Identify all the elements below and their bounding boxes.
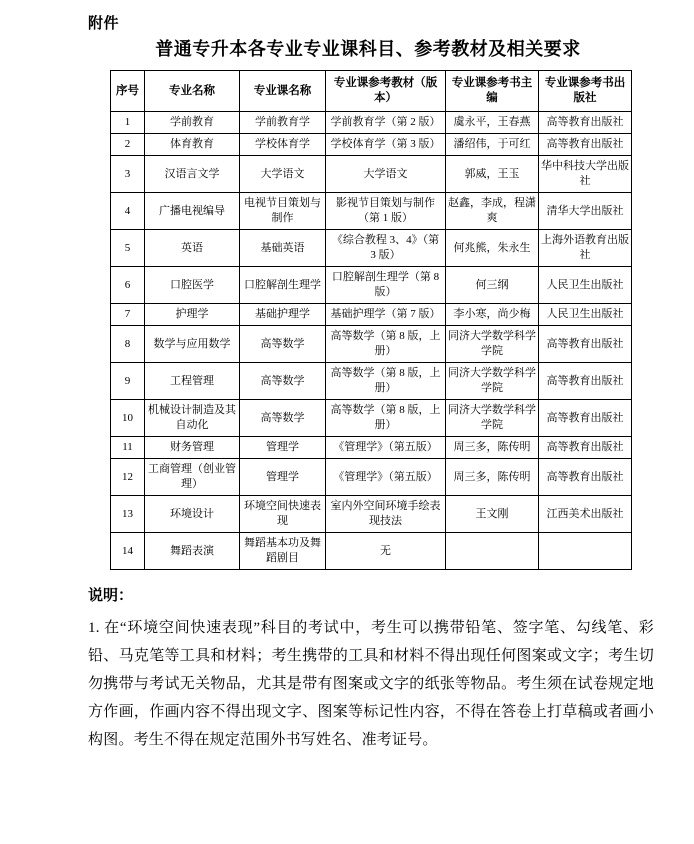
cell-index: 7 xyxy=(111,304,145,326)
page-title: 普通专升本各专业专业课科目、参考教材及相关要求 xyxy=(155,39,581,59)
cell-textbook: 口腔解剖生理学（第 8 版） xyxy=(326,267,446,304)
notes-title: 说明： xyxy=(88,588,134,604)
cell-major: 工商管理（创业管理） xyxy=(145,459,240,496)
cell-editor: 同济大学数学科学学院 xyxy=(446,363,539,400)
table-row xyxy=(111,267,632,304)
cell-index: 3 xyxy=(111,156,145,193)
cell-course: 基础英语 xyxy=(240,230,326,267)
table-row xyxy=(111,326,632,363)
cell-course: 舞蹈基本功及舞蹈剧目 xyxy=(240,533,326,570)
cell-major: 英语 xyxy=(145,230,240,267)
cell-editor: 同济大学数学科学学院 xyxy=(446,400,539,437)
cell-publisher xyxy=(539,533,632,570)
cell-publisher: 清华大学出版社 xyxy=(539,193,632,230)
cell-textbook: 《管理学》（第五版） xyxy=(326,437,446,459)
column-header-textbook: 专业课参考教材（版本） xyxy=(326,71,446,112)
cell-index: 4 xyxy=(111,193,145,230)
cell-index: 13 xyxy=(111,496,145,533)
cell-course: 大学语文 xyxy=(240,156,326,193)
table-row xyxy=(111,363,632,400)
cell-publisher: 高等教育出版社 xyxy=(539,134,632,156)
cell-index: 8 xyxy=(111,326,145,363)
cell-major: 机械设计制造及其自动化 xyxy=(145,400,240,437)
column-header-major: 专业名称 xyxy=(145,71,240,112)
table-row xyxy=(111,112,632,134)
cell-major: 口腔医学 xyxy=(145,267,240,304)
cell-major: 工程管理 xyxy=(145,363,240,400)
cell-editor: 虞永平，王春燕 xyxy=(446,112,539,134)
cell-editor: 王文刚 xyxy=(446,496,539,533)
cell-major: 数学与应用数学 xyxy=(145,326,240,363)
cell-textbook: 基础护理学（第 7 版） xyxy=(326,304,446,326)
cell-publisher: 华中科技大学出版社 xyxy=(539,156,632,193)
cell-textbook: 影视节目策划与制作（第 1 版） xyxy=(326,193,446,230)
table-row xyxy=(111,437,632,459)
cell-index: 11 xyxy=(111,437,145,459)
notes-paragraph-1: 1. 在“环境空间快速表现”科目的考试中，考生可以携带铅笔、签字笔、勾线笔、彩铅、马克笔等工具和材料；考生携带的工具和材料不得出现任何图案或文字；考生切勿携带与考试无关物品，尤其是带有图案或文字的纸张等物品。考生须在试卷规定地方作画，作画内容不得出现文字、图案等标记性内容，不得在答卷上打草稿或者画小构图。考生不得在规定范围外书写姓名、准考证号。 xyxy=(88,620,654,748)
column-header-index: 序号 xyxy=(111,71,145,112)
cell-editor: 李小寒，尚少梅 xyxy=(446,304,539,326)
cell-textbook: 学前教育学（第 2 版） xyxy=(326,112,446,134)
cell-textbook: 学校体育学（第 3 版） xyxy=(326,134,446,156)
cell-publisher: 江西美术出版社 xyxy=(539,496,632,533)
table-body xyxy=(111,112,632,570)
cell-editor: 何三纲 xyxy=(446,267,539,304)
cell-index: 12 xyxy=(111,459,145,496)
column-header-editor: 专业课参考书主编 xyxy=(446,71,539,112)
cell-textbook: 室内外空间环境手绘表现技法 xyxy=(326,496,446,533)
cell-course: 管理学 xyxy=(240,437,326,459)
cell-index: 6 xyxy=(111,267,145,304)
cell-course: 学前教育学 xyxy=(240,112,326,134)
cell-textbook: 无 xyxy=(326,533,446,570)
cell-major: 广播电视编导 xyxy=(145,193,240,230)
cell-publisher: 上海外语教育出版社 xyxy=(539,230,632,267)
cell-major: 学前教育 xyxy=(145,112,240,134)
table-row xyxy=(111,193,632,230)
cell-course: 管理学 xyxy=(240,459,326,496)
table-row xyxy=(111,496,632,533)
cell-editor: 周三多，陈传明 xyxy=(446,459,539,496)
cell-major: 体育教育 xyxy=(145,134,240,156)
cell-course: 基础护理学 xyxy=(240,304,326,326)
cell-publisher: 高等教育出版社 xyxy=(539,459,632,496)
cell-course: 口腔解剖生理学 xyxy=(240,267,326,304)
cell-publisher: 高等教育出版社 xyxy=(539,437,632,459)
cell-major: 环境设计 xyxy=(145,496,240,533)
cell-major: 护理学 xyxy=(145,304,240,326)
table-row xyxy=(111,156,632,193)
cell-index: 5 xyxy=(111,230,145,267)
cell-editor: 同济大学数学科学学院 xyxy=(446,326,539,363)
column-header-publisher: 专业课参考书出版社 xyxy=(539,71,632,112)
majors-table xyxy=(110,70,632,570)
cell-publisher: 高等教育出版社 xyxy=(539,112,632,134)
table-row xyxy=(111,230,632,267)
cell-editor xyxy=(446,533,539,570)
column-header-course: 专业课名称 xyxy=(240,71,326,112)
cell-editor: 郭威，王玉 xyxy=(446,156,539,193)
table-header-row xyxy=(111,71,632,112)
notes-section xyxy=(88,584,654,754)
cell-textbook: 高等数学（第 8 版，上册） xyxy=(326,363,446,400)
cell-textbook: 高等数学（第 8 版，上册） xyxy=(326,326,446,363)
cell-publisher: 人民卫生出版社 xyxy=(539,304,632,326)
cell-major: 汉语言文学 xyxy=(145,156,240,193)
cell-editor: 何兆熊，朱永生 xyxy=(446,230,539,267)
table-row xyxy=(111,304,632,326)
table-row xyxy=(111,400,632,437)
table-row xyxy=(111,134,632,156)
cell-publisher: 高等教育出版社 xyxy=(539,363,632,400)
cell-textbook: 《综合教程 3、4》（第 3 版） xyxy=(326,230,446,267)
cell-course: 高等数学 xyxy=(240,363,326,400)
table-row xyxy=(111,533,632,570)
cell-textbook: 《管理学》（第五版） xyxy=(326,459,446,496)
cell-course: 环境空间快速表现 xyxy=(240,496,326,533)
cell-editor: 周三多，陈传明 xyxy=(446,437,539,459)
cell-index: 1 xyxy=(111,112,145,134)
cell-course: 高等数学 xyxy=(240,400,326,437)
cell-index: 14 xyxy=(111,533,145,570)
cell-course: 高等数学 xyxy=(240,326,326,363)
cell-major: 舞蹈表演 xyxy=(145,533,240,570)
cell-textbook: 高等数学（第 8 版，上册） xyxy=(326,400,446,437)
cell-index: 10 xyxy=(111,400,145,437)
attachment-label: 附件 xyxy=(88,16,120,32)
cell-index: 2 xyxy=(111,134,145,156)
cell-publisher: 高等教育出版社 xyxy=(539,326,632,363)
cell-editor: 赵鑫，李成，程潇爽 xyxy=(446,193,539,230)
cell-course: 电视节目策划与制作 xyxy=(240,193,326,230)
cell-textbook: 大学语文 xyxy=(326,156,446,193)
cell-publisher: 高等教育出版社 xyxy=(539,400,632,437)
cell-editor: 潘绍伟，于可红 xyxy=(446,134,539,156)
cell-course: 学校体育学 xyxy=(240,134,326,156)
cell-index: 9 xyxy=(111,363,145,400)
cell-publisher: 人民卫生出版社 xyxy=(539,267,632,304)
table-row xyxy=(111,459,632,496)
cell-major: 财务管理 xyxy=(145,437,240,459)
